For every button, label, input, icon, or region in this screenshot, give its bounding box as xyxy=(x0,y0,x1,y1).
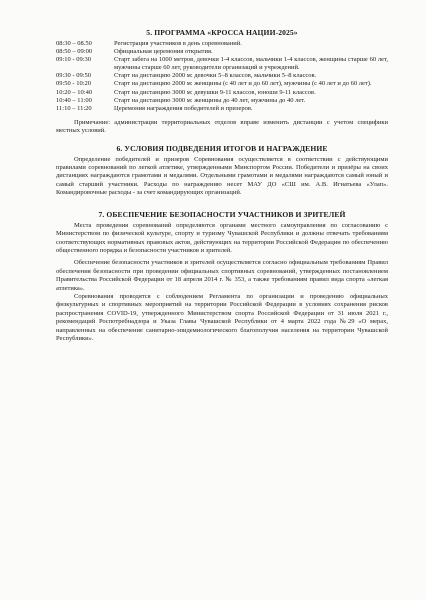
section-5-title: 5. ПРОГРАММА «КРОССА НАЦИИ-2025» xyxy=(146,28,298,37)
schedule-row xyxy=(56,105,388,113)
schedule-desc: Старт забега на 1000 метров, девочки 1-4 классов, мальчики 1-4 классов, женщины старше 60 лет, мужчины старше 60 лет, руководители организаций и учреждений. xyxy=(114,56,388,72)
section-7-paragraph: Соревнования проводятся с соблюдением Регламента по организации и проведению официальных физкультурных и спортивных мероприятий на территории Российской Федерации в условиях сохранения рисков распространения COVID-19, утвержденного Министерством спорта Российской Федерации от 31 июля 2021 г., рекомендаций Роспотребнадзора и Указа Главы Чувашской Республики от 4 марта 2022 года №29 «О мерах, направленных на обеспечение санитарно-эпидемиологического благополучия населения на территории Чувашской Республики». xyxy=(56,292,388,342)
schedule-desc: Старт на дистанцию 2000 м: женщины (с 40 лет и до 60 лет), мужчины (с 40 лет и до 60 лет). xyxy=(114,80,372,88)
schedule-row xyxy=(56,40,388,48)
schedule-row xyxy=(56,56,388,72)
schedule-time: 09:30 - 09:50 xyxy=(56,72,92,80)
schedule-row xyxy=(56,97,388,105)
schedule-desc: Официальная церемония открытия. xyxy=(114,48,213,56)
schedule-time: 08:50 – 09:00 xyxy=(56,48,93,56)
schedule-desc: Старт на дистанцию 3000 м: женщины до 40 лет, мужчины до 40 лет. xyxy=(114,96,306,104)
schedule-desc: Регистрация участников в день соревнований. xyxy=(114,40,242,47)
schedule-time: 09:10 - 09:30 xyxy=(56,56,92,64)
schedule-time: 08:30 – 08.50 xyxy=(56,40,92,47)
schedule-row xyxy=(56,48,388,56)
schedule-time: 11:10 – 11:20 xyxy=(56,104,92,112)
schedule-row xyxy=(56,89,388,97)
schedule-time: 10:20 – 10:40 xyxy=(56,88,93,96)
section-6-text: Определение победителей и призеров Соревнования осуществляется в соответствии с действующими правилами соревнований по легкой атлетике, утвержденными Минспортом России. Победители и призёры на своих дистанциях награждаются грамотами и медалями. Отдельными грамотами и медалями награждаются самый юный и самый старший участники. Расходы по награждению несет МАУ ДО «СШ им. А.В. Игнатьева «Улап». Командировочные расходы - за счет командирующих организаций. xyxy=(56,155,388,197)
schedule-note: Примечание: администрации территориальных отделов вправе изменить дистанции с учетом специфики местных условий. xyxy=(56,118,388,135)
schedule-table xyxy=(56,40,388,113)
section-7-title: 7. ОБЕСПЕЧЕНИЕ БЕЗОПАСНОСТИ УЧАСТНИКОВ И ЗРИТЕЛЕЙ xyxy=(98,209,346,219)
schedule-row xyxy=(56,80,388,88)
schedule-desc: Старт на дистанцию 2000 м: девочки 5–8 классов, мальчики 5–8 классов. xyxy=(114,72,317,80)
schedule-time: 10:40 – 11:00 xyxy=(56,96,92,104)
schedule-row xyxy=(56,72,388,80)
schedule-desc: Церемония награждения победителей и призеров. xyxy=(114,104,253,112)
schedule-time: 09:50 - 10:20 xyxy=(56,80,92,88)
section-6-title: 6. УСЛОВИЯ ПОДВЕДЕНИЯ ИТОГОВ И НАГРАЖДЕНИЕ xyxy=(116,143,328,153)
section-7-paragraph: Обеспечение безопасности участников и зрителей осуществляется согласно официальным требованиям Правил обеспечения безопасности при проведении официальных спортивных соревнований, утвержденных постановлением Правительства Российской Федерации от 18 апреля 2014 г. № 353, а также требованиям правил вида спорта «легкая атлетика». xyxy=(56,259,388,292)
section-7-paragraph: Места проведения соревнований определяются органами местного самоуправления по согласованию с Министерством по физической культуре, спорту и туризму Чувашской Республики и должны отвечать требованиям соответствующих нормативных правовых актов, действующих на территории Российской Федерации по обеспечению общественного порядка и безопасности участников и зрителей. xyxy=(56,221,388,254)
schedule-desc: Старт на дистанцию 3000 м: девушки 9-11 классов, юноши 9-11 классов. xyxy=(114,88,316,96)
